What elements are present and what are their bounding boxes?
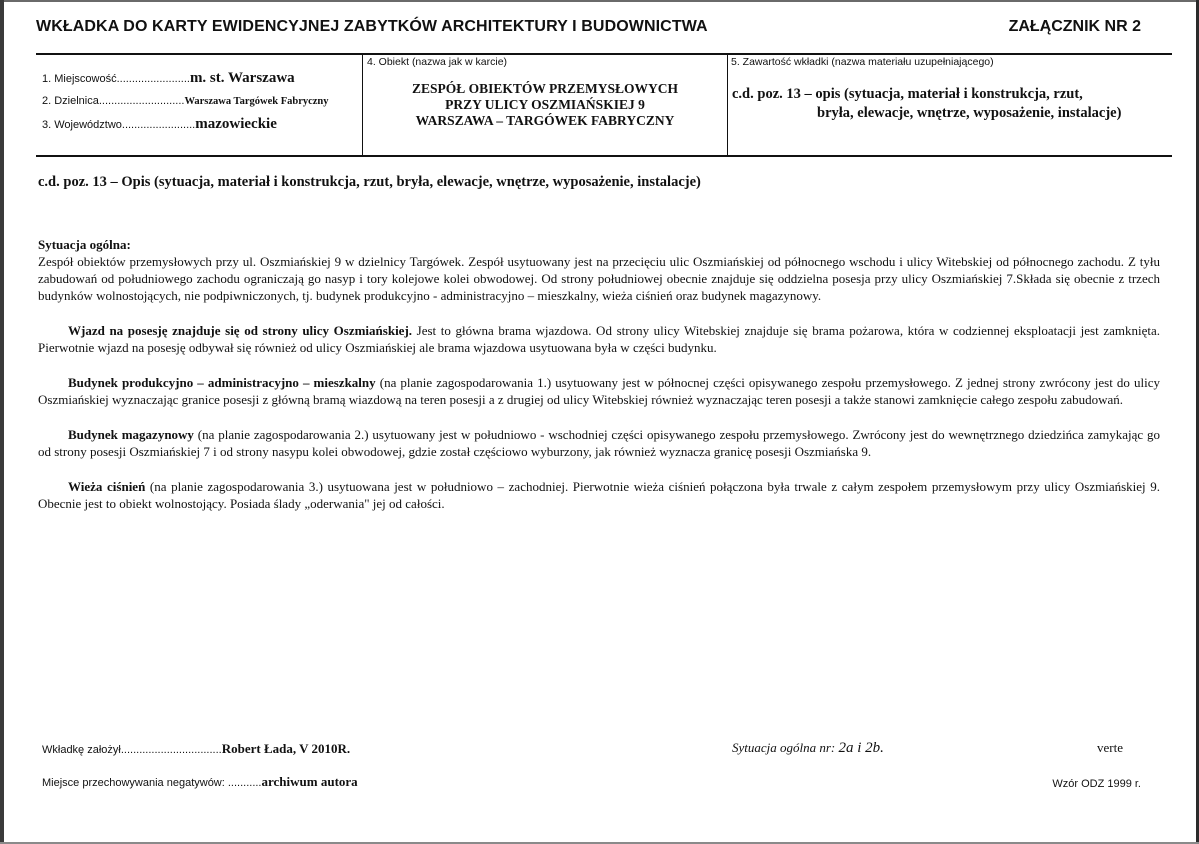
content-box-label: 5. Zawartość wkładki (nazwa materiału uzupełniającego) (731, 56, 994, 68)
object-box-label: 4. Obiekt (nazwa jak w karcie) (367, 56, 508, 68)
negatives-location-value: archiwum autora (261, 774, 358, 789)
general-situation-text: Zespół obiektów przemysłowych przy ul. Oszmiańskiej 9 w dzielnicy Targówek. Zespół usytuowany jest na przecięciu ulic Oszmiańskiej od północnego wschodu i ulicy Witebskiej od północnego zachodu. Z tyłu zabudowań od południowego zachodu ograniczają go nasyp i tory kolejowe kolei obwodowej. Od strony południowej obecnie znajduje się oddzielna posesja przy ulicy Oszmiańskiej 7.Składa się obecnie z trzech budynków wolnostojących, nie podpiwniczonych, tj. budynek produkcyjno - administracyjno – mieszkalny, wieża ciśnień oraz budynek magazynowy. (38, 254, 1160, 303)
description-body (38, 236, 1160, 524)
template-version: Wzór ODZ 1999 r. (1052, 778, 1141, 790)
author-field: Wkładkę założył.................................Robert Łada, V 2010R. (42, 741, 351, 756)
town-field: 1. Miejscowość........................m. st. Warszawa (42, 70, 295, 86)
scan-edge-top (0, 0, 1199, 2)
production-building-paragraph: Budynek produkcyjno – administracyjno – mieszkalny (na planie zagospodarowania 1.) usytuowany jest w północnej części opisywanego zespołu przemysłowego. Z jednej strony zwrócony jest do ulicy Oszmiańskiej wyznaczając granice posesji z główną bramą wiazdową na teren posesji a z drugiej od ulicy Witebskiej również wyznaczając teren posesji a także stanowi zamknięcie całego zespołu zabudowań. (38, 375, 1160, 407)
warehouse-paragraph: Budynek magazynowy (na planie zagospodarowania 2.) usytuowany jest w południowo - wschodniej części opisywanego zespołu przemysłowego. Zwrócony jest do wewnętrznego dziedzińca zamykając go od strony posesji Oszmiańskiej 7 i od strony nasypu kolei obwodowej, gdzie został częściowo wyburzony, jak również wyznacza granicę posesji Oszmiańska 9. (38, 427, 1160, 459)
province-field: 3. Województwo........................mazowieckie (42, 116, 277, 132)
general-situation-heading: Sytuacja ogólna: (38, 237, 131, 252)
district-value: Warszawa Targówek Fabryczny (184, 96, 329, 107)
box-divider-left (362, 54, 363, 155)
header-rule-top (36, 53, 1172, 55)
town-value: m. st. Warszawa (189, 70, 295, 86)
water-tower-paragraph: Wieża ciśnień (na planie zagospodarowania 3.) usytuowana jest w południowo – zachodniej. Pierwotnie wieża ciśnień połączona była trwale z całym zespołem przemysłowym przy ulicy Oszmiańskiej 9. Obecnie jest to obiekt wolnostojący. Posiada ślady „oderwania" jej od całości. (38, 479, 1161, 511)
negatives-location-field: Miejsce przechowywania negatywów: ...........archiwum autora (42, 774, 358, 789)
scan-edge-left (0, 0, 4, 844)
general-situation-paragraph (38, 236, 1160, 304)
district-field: 2. Dzielnica............................Warszawa Targówek Fabryczny (42, 95, 329, 107)
author-value: Robert Łada, V 2010R. (221, 741, 351, 756)
entrance-paragraph: Wjazd na posesję znajduje się od strony ulicy Oszmiańskiej. Jest to główna brama wjazdowa. Od strony ulicy Witebskiej znajduje się brama pożarowa, która w codziennej eksploatacji jest zamknięta. Pierwotnie wjazd na posesję odbywał się również od ulicy Oszmiańskiej ale brama wjazdowa usytuowana była w części budynku. (38, 323, 1160, 355)
province-value: mazowieckie (195, 116, 277, 132)
verte-note: verte (1097, 740, 1123, 755)
object-name: ZESPÓŁ OBIEKTÓW PRZEMYSŁOWYCH PRZY ULICY OSZMIAŃSKIEJ 9 WARSZAWA – TARGÓWEK FABRYCZNY (411, 81, 679, 128)
document-title: WKŁADKA DO KARTY EWIDENCYJNEJ ZABYTKÓW ARCHITEKTURY I BUDOWNICTWA (36, 18, 708, 35)
situation-reference: Sytuacja ogólna nr: 2a i 2b. (732, 740, 884, 756)
section-title: c.d. poz. 13 – Opis (sytuacja, materiał i konstrukcja, rzut, bryła, elewacje, wnętrze, wyposażenie, instalacje) (38, 174, 701, 190)
box-divider-right (727, 54, 728, 155)
header-rule-bottom (36, 155, 1172, 157)
annex-number: ZAŁĄCZNIK NR 2 (1008, 18, 1141, 35)
content-description: c.d. poz. 13 – opis (sytuacja, materiał i konstrukcja, rzut, bryła, elewacje, wnętrze, wyposażenie, instalacje) (732, 86, 1122, 121)
